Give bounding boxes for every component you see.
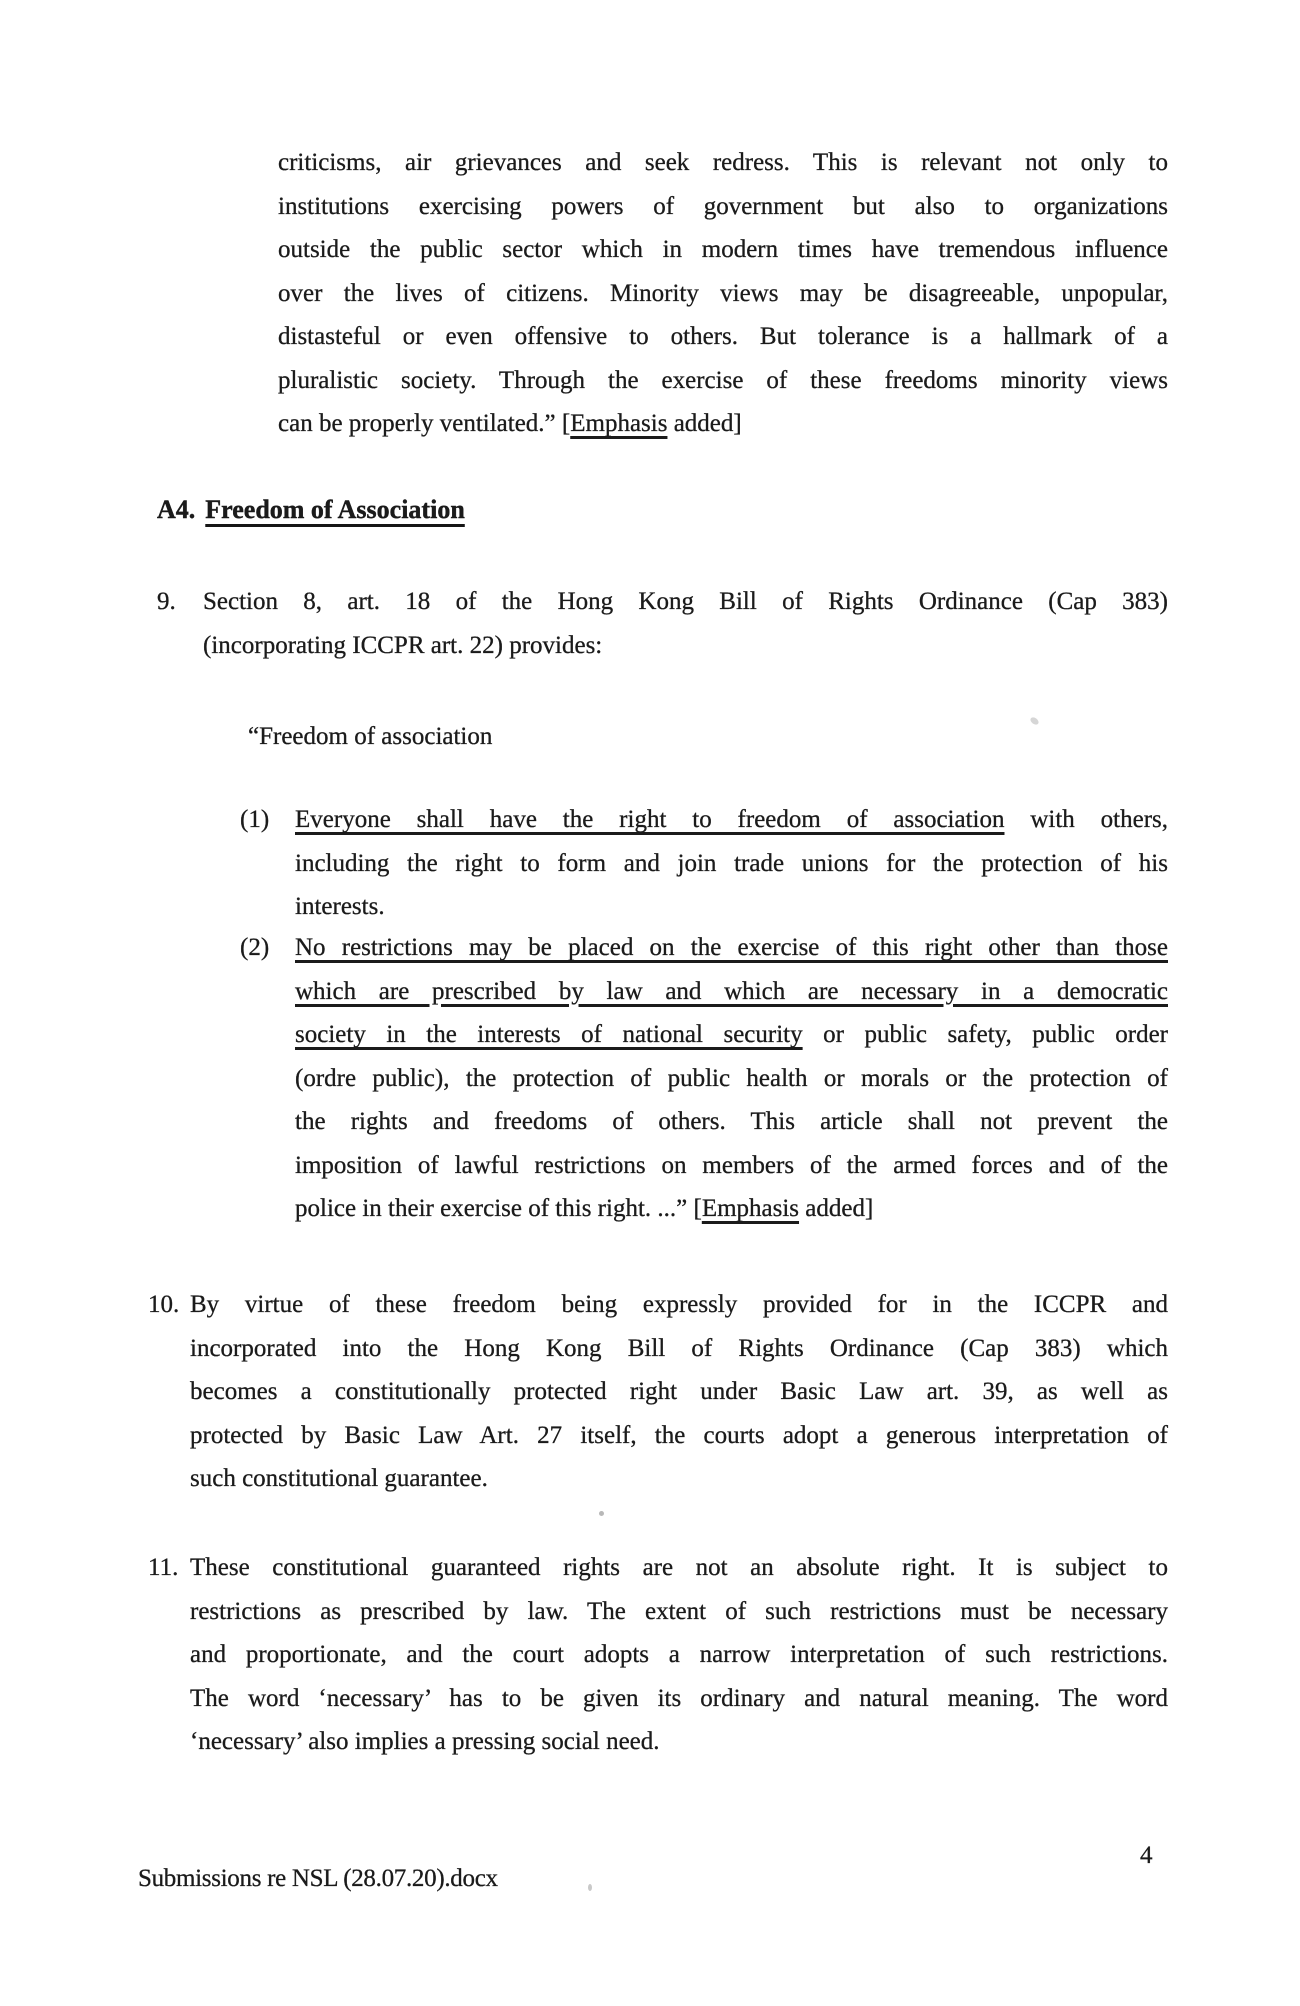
underlined-text-segment: Emphasis (701, 1195, 800, 1222)
text-segment: becomes a constitutionally protected right under Basic Law art. 39, as well as (190, 1378, 1168, 1405)
text-segment: including the right to form and join trade unions for the protection of his (295, 849, 1168, 877)
text-line (190, 1720, 1168, 1764)
text-line (295, 1100, 1168, 1144)
text-segment: incorporated into the Hong Kong Bill of Rights Ordinance (Cap 383) which (190, 1334, 1168, 1362)
paragraph-number: 11. (148, 1554, 179, 1581)
paragraph-9 (157, 580, 1168, 667)
text-segment: (incorporating ICCPR art. 22) provides: (203, 631, 603, 659)
text-line (278, 359, 1168, 403)
scan-speck (588, 1884, 592, 1891)
text-segment: or public safety, public order (802, 1021, 1168, 1048)
underlined-text-segment: which are prescribed by law and which are necessary in a democratic (295, 977, 1168, 1005)
text-segment: interests. (295, 893, 385, 920)
section-heading (157, 488, 465, 532)
text-line (190, 1414, 1168, 1458)
text-line (190, 1590, 1168, 1634)
section-number: A4. (157, 495, 196, 524)
text-segment: By virtue of these freedom being expressly provided for in the ICCPR and (190, 1291, 1168, 1318)
text-line (278, 315, 1168, 359)
text-line (190, 1457, 1168, 1501)
text-line (295, 970, 1168, 1014)
quote-opening-line: “Freedom of association (248, 723, 493, 750)
text-segment: These constitutional guaranteed rights are not an absolute right. It is subject to (190, 1554, 1168, 1581)
text-segment: criticisms, air grievances and seek redress. This is relevant not only to (278, 149, 1168, 176)
section-title: Freedom of Association (205, 495, 465, 524)
text-line (295, 1144, 1168, 1188)
text-line (295, 885, 1168, 929)
scan-speck (1029, 716, 1040, 726)
text-line (203, 580, 1168, 624)
text-line (295, 926, 1168, 970)
text-segment: (ordre public), the protection of public health or morals or the protection of (295, 1064, 1168, 1092)
quote-item-1 (240, 798, 1168, 929)
paragraph-lines (190, 1283, 1168, 1501)
text-segment: such constitutional guarantee. (190, 1465, 488, 1492)
page-number: 4 (1140, 1842, 1153, 1869)
list-item-marker: (2) (240, 934, 270, 961)
text-line (295, 1013, 1168, 1057)
text-line (295, 798, 1168, 842)
paragraph-lines (190, 1546, 1168, 1764)
text-line (295, 1057, 1168, 1101)
text-segment: over the lives of citizens. Minority views may be disagreeable, unpopular, (278, 279, 1168, 307)
text-segment: outside the public sector which in modern times have tremendous influence (278, 236, 1168, 263)
paragraph-quote-continuation (278, 141, 1168, 446)
text-line (190, 1327, 1168, 1371)
text-line (278, 272, 1168, 316)
footer-filename: Submissions re NSL (28.07.20).docx (138, 1865, 498, 1892)
paragraph-10 (148, 1283, 1168, 1501)
underlined-text-segment: Emphasis (570, 410, 668, 437)
text-line (278, 402, 1168, 446)
text-segment: ‘necessary’ also implies a pressing social need. (190, 1728, 660, 1755)
text-segment: the rights and freedoms of others. This article shall not prevent the (295, 1108, 1168, 1135)
text-segment: institutions exercising powers of government but also to organizations (278, 192, 1168, 220)
quote-item-2 (240, 926, 1168, 1231)
text-line (190, 1633, 1168, 1677)
text-segment: The word ‘necessary’ has to be given its ordinary and natural meaning. The word (190, 1684, 1168, 1712)
list-item-lines (295, 798, 1168, 929)
text-line (278, 141, 1168, 185)
text-line (190, 1677, 1168, 1721)
text-segment: Section 8, art. 18 of the Hong Kong Bill of Rights Ordinance (Cap 383) (203, 588, 1168, 615)
paragraph-11 (148, 1546, 1168, 1764)
text-segment: can be properly ventilated.” [ (278, 410, 571, 437)
text-line (295, 1187, 1168, 1231)
list-item-marker: (1) (240, 806, 270, 833)
text-segment: protected by Basic Law Art. 27 itself, the courts adopt a generous interpretation of (190, 1421, 1168, 1449)
text-line (203, 624, 1168, 668)
text-segment: imposition of lawful restrictions on members of the armed forces and of the (295, 1151, 1168, 1179)
text-segment: with others, (1004, 806, 1168, 833)
list-item-lines (295, 926, 1168, 1231)
text-line (190, 1546, 1168, 1590)
text-line (278, 185, 1168, 229)
underlined-text-segment: society in the interests of national security (295, 1021, 803, 1048)
scan-speck (599, 1511, 604, 1516)
text-line (190, 1283, 1168, 1327)
text-segment: and proportionate, and the court adopts a narrow interpretation of such restrictions. (190, 1641, 1168, 1668)
text-segment: distasteful or even offensive to others. But tolerance is a hallmark of a (278, 323, 1168, 350)
text-segment: restrictions as prescribed by law. The extent of such restrictions must be necessary (190, 1597, 1168, 1625)
underlined-text-segment: No restrictions may be placed on the exercise of this right other than those (295, 934, 1168, 961)
paragraph-number: 9. (157, 588, 176, 615)
paragraph-number: 10. (148, 1291, 180, 1318)
text-line (190, 1370, 1168, 1414)
text-segment: added] (799, 1195, 874, 1222)
text-segment: pluralistic society. Through the exercise of these freedoms minority views (278, 366, 1168, 394)
text-line (278, 228, 1168, 272)
text-line (295, 842, 1168, 886)
paragraph-lines (203, 580, 1168, 667)
text-segment: police in their exercise of this right. ...” [ (295, 1195, 702, 1222)
text-segment: added] (667, 410, 742, 437)
underlined-text-segment: Everyone shall have the right to freedom of association (295, 806, 1005, 833)
